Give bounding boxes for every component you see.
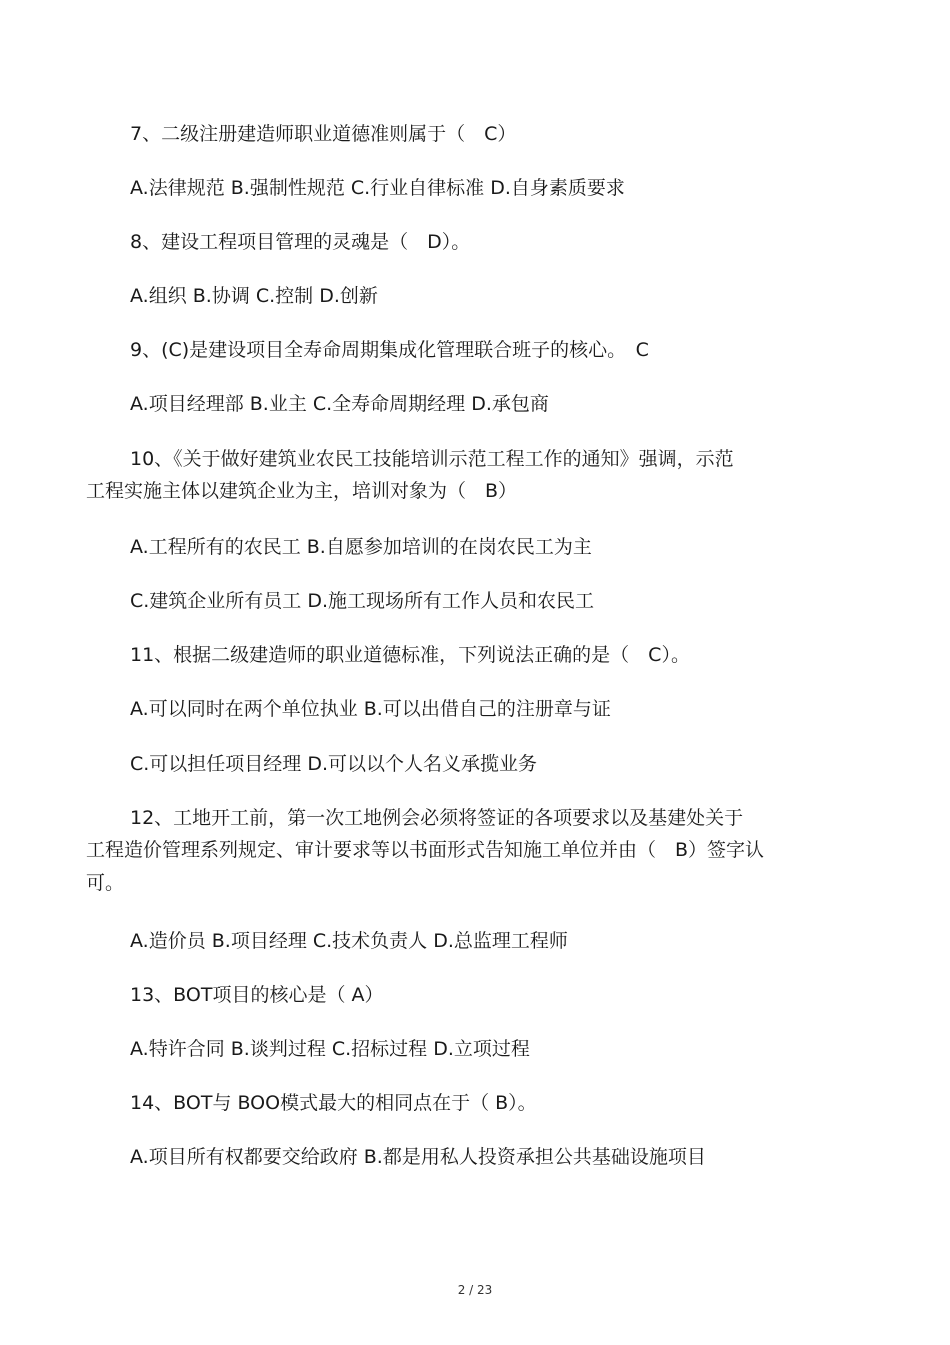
question-13: 13、BOT项目的核心是（ A） (130, 984, 384, 1006)
options-11-line-2: C.可以担任项目经理 D.可以以个人名义承揽业务 (130, 753, 538, 775)
options-8: A.组织 B.协调 C.控制 D.创新 (130, 285, 378, 307)
options-14: A.项目所有权都要交给政府 B.都是用私人投资承担公共基础设施项目 (130, 1146, 706, 1168)
question-12-line-1: 12、工地开工前，第一次工地例会必须将签证的各项要求以及基建处关于 (130, 807, 744, 829)
question-8: 8、建设工程项目管理的灵魂是（ D）。 (130, 231, 471, 253)
question-9: 9、(C)是建设项目全寿命周期集成化管理联合班子的核心。 C (130, 339, 649, 361)
question-12-line-3: 可。 (86, 872, 125, 894)
options-9: A.项目经理部 B.业主 C.全寿命周期经理 D.承包商 (130, 393, 549, 415)
options-10-line-1: A.工程所有的农民工 B.自愿参加培训的在岗农民工为主 (130, 536, 592, 558)
question-7: 7、二级注册建造师职业道德准则属于（ C） (130, 123, 517, 145)
question-10-line-2: 工程实施主体以建筑企业为主，培训对象为（ B） (86, 480, 518, 502)
question-14: 14、BOT与 BOO模式最大的相同点在于（ B）。 (130, 1092, 537, 1114)
options-12: A.造价员 B.项目经理 C.技术负责人 D.总监理工程师 (130, 930, 568, 952)
question-10-line-1: 10、《关于做好建筑业农民工技能培训示范工程工作的通知》强调，示范 (130, 448, 734, 470)
question-12-line-2: 工程造价管理系列规定、审计要求等以书面形式告知施工单位并由（ B）签字认 (86, 839, 765, 861)
options-7: A.法律规范 B.强制性规范 C.行业自律标准 D.自身素质要求 (130, 177, 625, 199)
options-11-line-1: A.可以同时在两个单位执业 B.可以出借自己的注册章与证 (130, 698, 611, 720)
question-11: 11、根据二级建造师的职业道德标准，下列说法正确的是（ C）。 (130, 644, 690, 666)
options-13: A.特许合同 B.谈判过程 C.招标过程 D.立项过程 (130, 1038, 530, 1060)
page-number: 2 / 23 (457, 1283, 493, 1297)
options-10-line-2: C.建筑企业所有员工 D.施工现场所有工作人员和农民工 (130, 590, 595, 612)
